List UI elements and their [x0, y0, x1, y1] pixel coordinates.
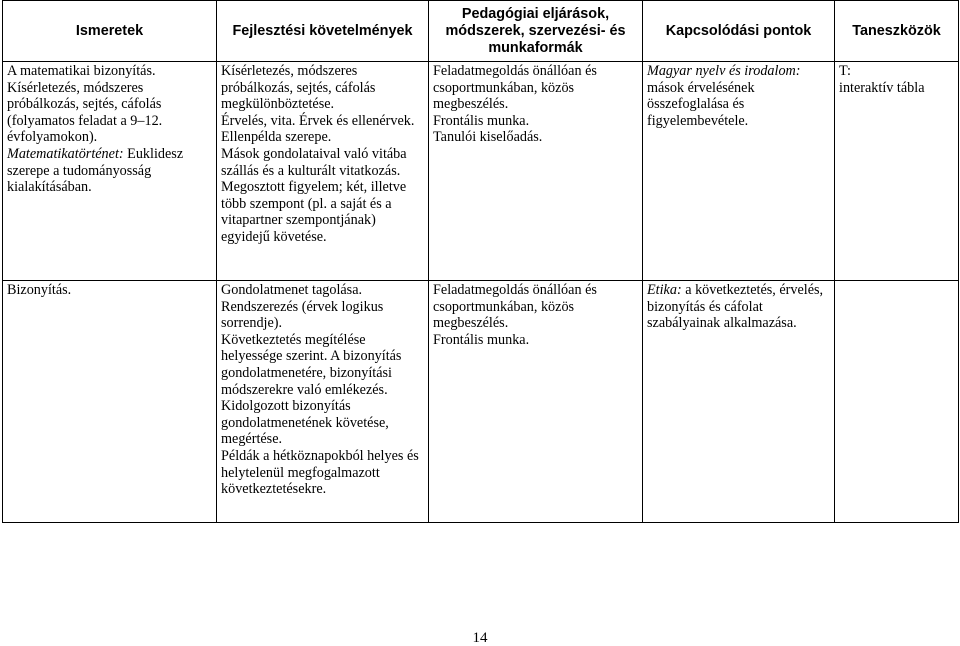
fejlesztesi-item: Megosztott figyelem; két, illetve több szempont (pl. a saját és a vitapartner szempontjának) egyidejű követése. — [221, 179, 407, 245]
kapcsolodasi-subject: Etika: — [647, 282, 682, 298]
fejlesztesi-item: Gondolatmenet tagolása. — [221, 282, 363, 298]
cell-ismeretek — [3, 281, 217, 523]
taneszkozok-text: interaktív tábla — [839, 79, 925, 96]
taneszkozok-label: T: — [839, 63, 851, 79]
pedagogiai-item: Tanulói kiselőadás. — [433, 129, 543, 146]
header-pedagogiai: Pedagógiai eljárások, módszerek, szervezési- és munkaformák — [429, 1, 643, 62]
pedagogiai-item: Frontális munka. — [433, 331, 530, 348]
fejlesztesi-item: Kidolgozott bizonyítás gondolatmenetének követése, megértése. — [221, 398, 389, 448]
header-fejlesztesi: Fejlesztési követelmények — [217, 1, 429, 62]
ismeretek-history-text: Euklidesz szerepe a tudományosság kialakításában. — [7, 145, 184, 196]
kapcsolodasi-text — [647, 282, 830, 332]
cell-taneszkozok — [835, 62, 959, 281]
kapcsolodasi-description: a következtetés, érvelés, bizonyítás és cáfolat szabályainak alkalmazása. — [647, 282, 824, 332]
kapcsolodasi-subject: Magyar nyelv és irodalom: — [647, 63, 801, 79]
cell-kapcsolodasi — [643, 62, 835, 281]
fejlesztesi-item: Rendszerezés (érvek logikus sorrendje). — [221, 298, 384, 332]
header-ismeretek: Ismeretek — [3, 1, 217, 62]
cell-fejlesztesi — [217, 62, 429, 281]
cell-taneszkozok — [835, 281, 959, 523]
curriculum-table — [2, 0, 959, 523]
pedagogiai-item: Feladatmegoldás önállóan és csoportmunkában, közös megbeszélés. — [433, 63, 597, 113]
table-row — [3, 281, 959, 523]
pedagogiai-item: Feladatmegoldás önállóan és csoportmunkában, közös megbeszélés. — [433, 282, 597, 332]
ismeretek-history-label: Matematikatörténet: — [7, 145, 124, 162]
kapcsolodasi-description: mások érvelésének összefoglalása és figyelembevétele. — [647, 79, 755, 129]
cell-kapcsolodasi — [643, 281, 835, 523]
fejlesztesi-item: Példák a hétköznapokból helyes és helytelenül megfogalmazott következtetésekre. — [221, 447, 419, 498]
header-taneszkozok: Taneszközök — [835, 1, 959, 62]
fejlesztesi-item: Érvelés, vita. Érvek és ellenérvek. Ellenpélda szerepe. — [221, 112, 415, 146]
fejlesztesi-item: Következtetés megítélése helyessége szerint. A bizonyítás gondolatmenetére, bizonyítási módszerekre való emlékezés. — [221, 331, 402, 398]
cell-pedagogiai — [429, 62, 643, 281]
ismeretek-text: Bizonyítás. — [7, 282, 72, 298]
cell-ismeretek — [3, 62, 217, 281]
cell-fejlesztesi — [217, 281, 429, 523]
fejlesztesi-item: Mások gondolataival való vitába szállás és a kulturált vitatkozás. — [221, 145, 407, 179]
page-number: 14 — [472, 630, 488, 646]
ismeretek-history — [7, 146, 212, 196]
cell-pedagogiai — [429, 281, 643, 523]
fejlesztesi-item: Kísérletezés, módszeres próbálkozás, sejtés, cáfolás megkülönböztetése. — [221, 63, 376, 113]
ismeretek-text: A matematikai bizonyítás. Kísérletezés, módszeres próbálkozás, sejtés, cáfolás (folyamatos feladat a 9–12. évfolyamokon). — [7, 63, 163, 146]
table-header-row — [3, 1, 959, 62]
kapcsolodasi-text — [647, 63, 830, 129]
header-kapcsolodasi: Kapcsolódási pontok — [643, 1, 835, 62]
table-row — [3, 62, 959, 281]
pedagogiai-item: Frontális munka. — [433, 112, 530, 129]
